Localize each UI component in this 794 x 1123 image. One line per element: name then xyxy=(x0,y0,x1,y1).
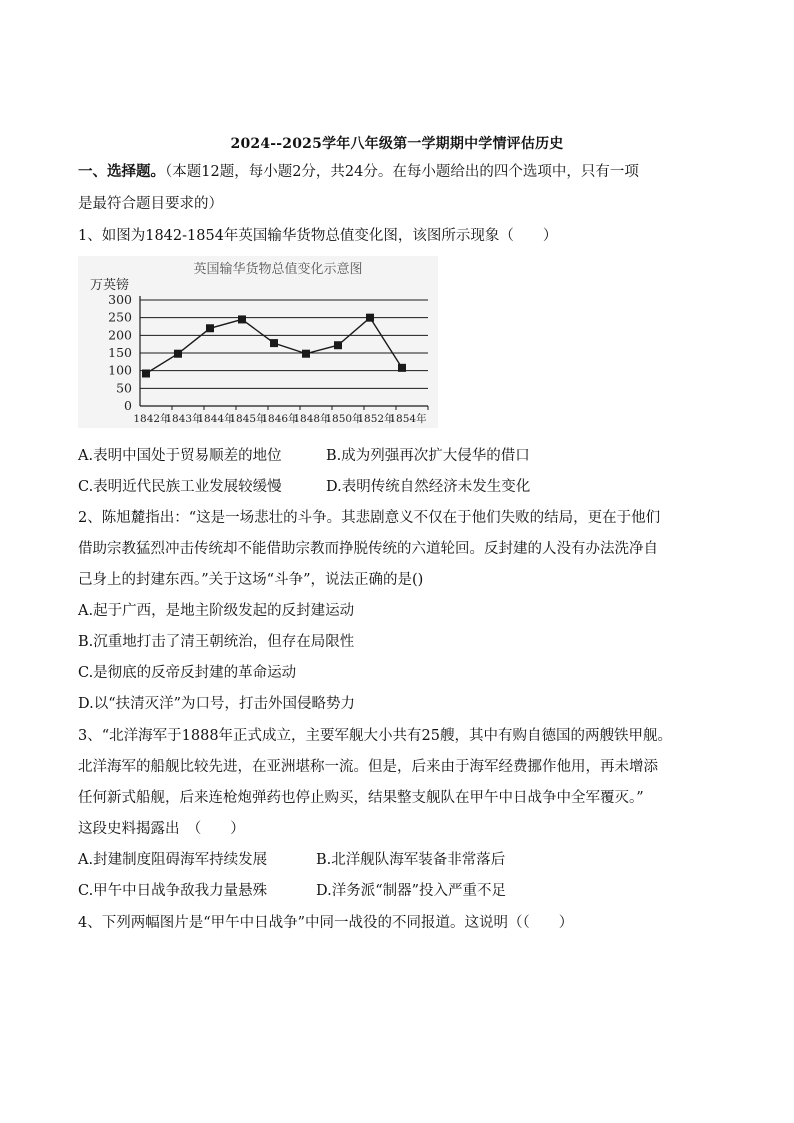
import-value-chart xyxy=(78,256,438,428)
q3-options-row2 xyxy=(78,881,506,901)
x-tick-label: 1844年 xyxy=(197,413,235,425)
x-tick-label: 1845年 xyxy=(229,413,267,425)
q3-stem-line4: 这段史料揭露出 （ ） xyxy=(78,821,245,837)
section1-intro-line2: 是最符合题目要求的） xyxy=(78,196,223,212)
q1-option-a[interactable]: A.表明中国处于贸易顺差的地位 xyxy=(78,448,282,464)
chart-title: 英国输华货物总值变化示意图 xyxy=(193,262,363,277)
section1-heading: 一、选择题。 xyxy=(78,163,165,180)
x-tick-label: 1842年 xyxy=(133,413,171,425)
section1-intro-line1 xyxy=(78,162,728,182)
q3-stem-line3: 任何新式船舰，后来连枪炮弹药也停止购买，结果整支舰队在甲午中日战争中全军覆灭。” xyxy=(78,790,644,806)
q4-stem: 4、下列两幅图片是“甲午中日战争”中同一战役的不同报道。这说明（（ ） xyxy=(78,915,574,931)
q1-options-row1 xyxy=(78,446,530,466)
data-point xyxy=(238,315,246,323)
y-tick-label: 150 xyxy=(108,345,132,360)
q1-option-d[interactable]: D.表明传统自然经济未发生变化 xyxy=(326,479,531,495)
q3-options-row1 xyxy=(78,850,505,870)
q2-option-a[interactable]: A.起于广西，是地主阶级发起的反封建运动 xyxy=(78,603,355,619)
q1-option-c[interactable]: C.表明近代民族工业发展较缓慢 xyxy=(78,479,282,495)
page-title: 2024--2025学年八年级第一学期期中学情评估历史 xyxy=(230,136,564,152)
data-point xyxy=(398,364,406,372)
x-tick-label: 1850年 xyxy=(325,413,363,425)
q3-option-c[interactable]: C.甲午中日战争敌我力量悬殊 xyxy=(78,883,268,899)
data-point xyxy=(142,369,150,377)
x-tick-label: 1843年 xyxy=(165,413,203,425)
y-tick-label: 0 xyxy=(124,398,132,413)
y-tick-label: 100 xyxy=(108,362,132,378)
data-point xyxy=(302,350,310,358)
q3-stem-line2: 北洋海军的船舰比较先进，在亚洲堪称一流。但是，后来由于海军经费挪作他用，再未增添 xyxy=(78,759,658,775)
data-point xyxy=(206,324,214,332)
y-tick-label: 200 xyxy=(108,327,132,343)
q1-option-b[interactable]: B.成为列强再次扩大侵华的借口 xyxy=(326,448,530,464)
q2-stem-line2: 借助宗教猛烈冲击传统却不能借助宗教而挣脱传统的六道轮回。反封建的人没有办法洗净自 xyxy=(78,541,658,557)
chart-background xyxy=(78,256,438,428)
line-chart-svg xyxy=(78,256,438,428)
q2-option-b[interactable]: B.沉重地打击了清王朝统治，但存在局限性 xyxy=(78,634,355,650)
x-tick-label: 1848年 xyxy=(293,413,331,425)
x-tick-label: 1854年 xyxy=(389,413,427,425)
q3-option-b[interactable]: B.北洋舰队海军装备非常落后 xyxy=(316,852,506,868)
q3-option-a[interactable]: A.封建制度阻碍海军持续发展 xyxy=(78,852,268,868)
q2-option-c[interactable]: C.是彻底的反帝反封建的革命运动 xyxy=(78,665,297,681)
y-tick-label: 50 xyxy=(116,380,132,396)
q2-stem-line3: 己身上的封建东西。”关于这场“斗争”，说法正确的是() xyxy=(78,572,424,588)
data-point xyxy=(334,341,342,349)
q2-stem-line1: 2、陈旭麓指出：“这是一场悲壮的斗争。其悲剧意义不仅在于他们失败的结局，更在于他们 xyxy=(78,510,661,526)
q1-stem: 1、如图为1842-1854年英国输华货物总值变化图，该图所示现象（ ） xyxy=(78,228,558,244)
data-point xyxy=(270,339,278,347)
q2-option-d[interactable]: D.以“扶清灭洋”为口号，打击外国侵略势力 xyxy=(78,696,356,712)
q3-stem-line1: 3、“北洋海军于1888年正式成立，主要军舰大小共有25艘，其中有购自德国的两艘铁甲舰。 xyxy=(78,728,672,744)
q1-options-row2 xyxy=(78,477,530,497)
chart-ylabel: 万英镑 xyxy=(90,278,130,293)
q3-option-d[interactable]: D.洋务派“制器”投入严重不足 xyxy=(316,883,507,899)
y-tick-label: 250 xyxy=(108,309,132,325)
data-point xyxy=(174,350,182,358)
section1-intro-text: （本题12题，每小题2分，共24分。在每小题给出的四个选项中，只有一项 xyxy=(165,164,639,180)
y-tick-label: 300 xyxy=(108,292,132,307)
data-point xyxy=(366,314,374,322)
x-tick-label: 1846年 xyxy=(261,413,299,425)
x-tick-label: 1852年 xyxy=(357,413,395,425)
